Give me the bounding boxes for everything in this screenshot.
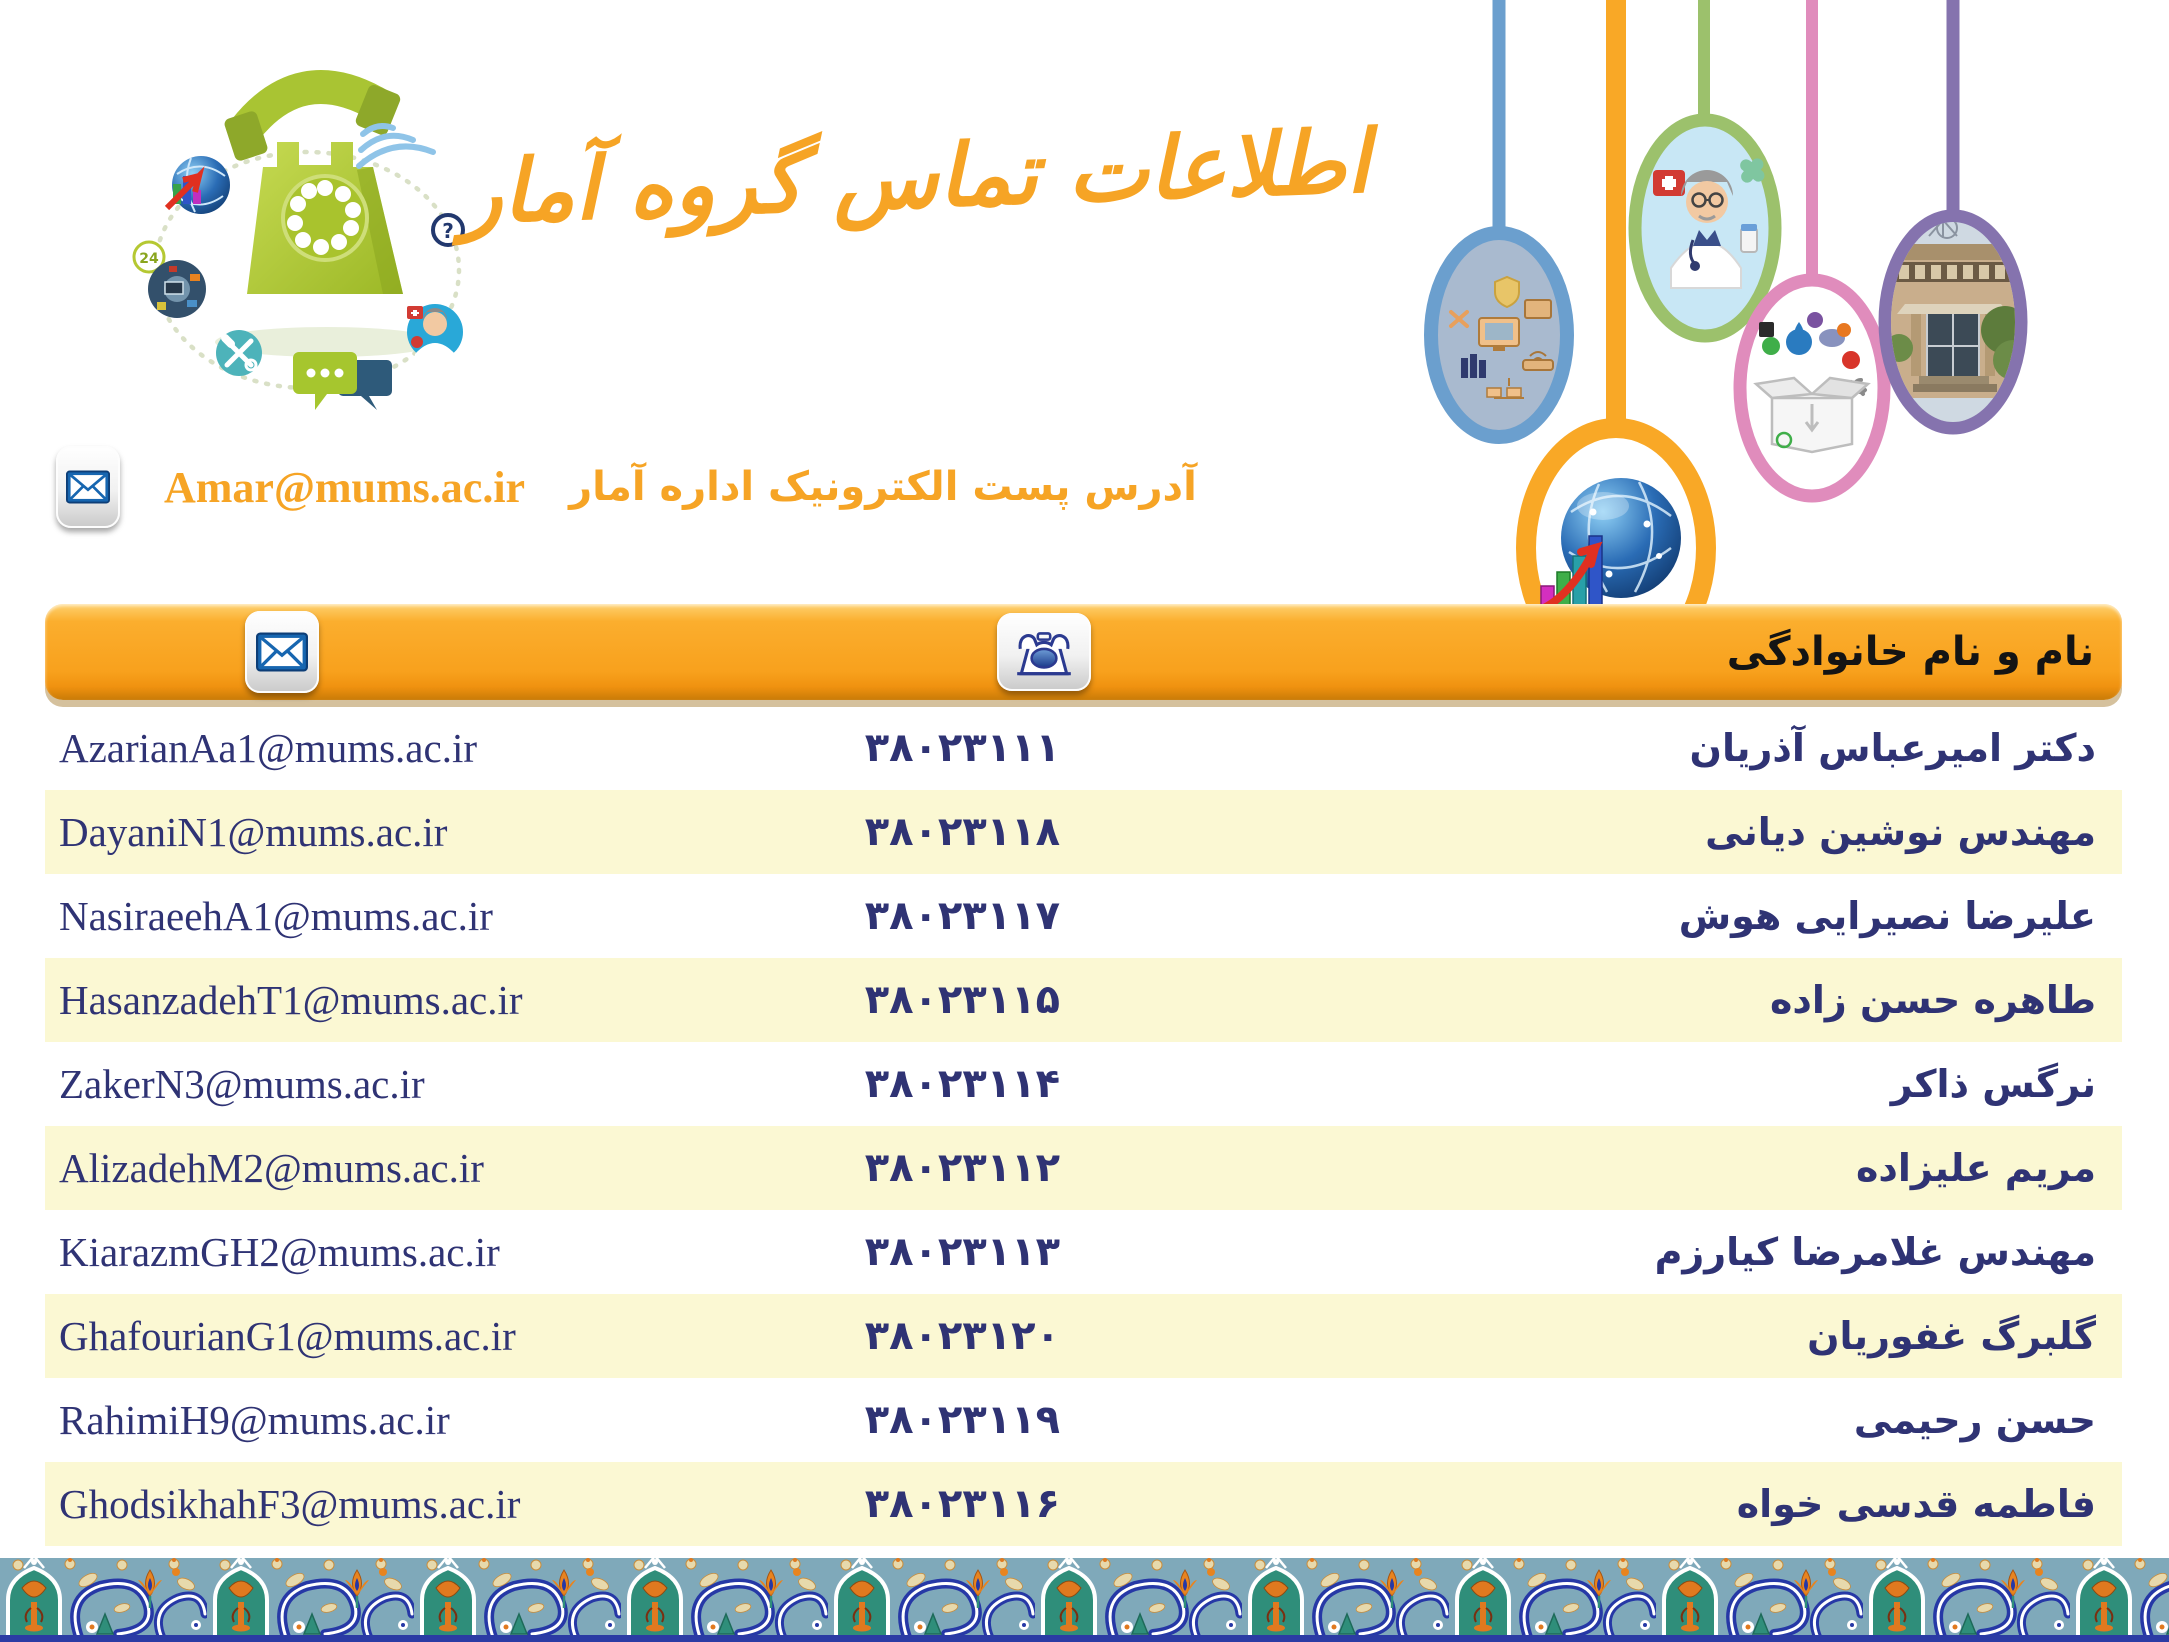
- hanging-ornaments: [1409, 0, 2169, 700]
- envelope-icon: [56, 446, 120, 528]
- svg-text:24: 24: [139, 251, 159, 267]
- statistics-office-email: Amar@mums.ac.ir: [164, 462, 526, 512]
- table-header: [45, 604, 2122, 700]
- email-cell: GhafourianG1@mums.ac.ir: [59, 1313, 516, 1359]
- ornament-building-circle: [1885, 216, 2033, 428]
- name-column-header: نام و نام خانوادگی: [1726, 629, 2094, 675]
- table-body: [45, 706, 2122, 1546]
- phone-cell: ۳۸۰۲۳۱۱۲: [864, 1145, 1060, 1191]
- email-cell: ZakerN3@mums.ac.ir: [59, 1061, 425, 1107]
- ornament-network-circle: [1431, 233, 1567, 437]
- email-line-label: آدرس پست الکترونیک اداره آمار: [569, 464, 1197, 510]
- phone-cell: ۳۸۰۲۳۱۱۱: [864, 725, 1060, 771]
- table-row: [45, 1210, 2122, 1294]
- doctor-avatar-icon: [407, 304, 463, 360]
- email-cell: NasiraeehA1@mums.ac.ir: [59, 893, 493, 939]
- page-title: اطلاعات تماس گروه آمار: [458, 112, 1372, 244]
- envelope-icon: [245, 611, 319, 693]
- table-row: [45, 706, 2122, 790]
- name-cell: نرگس ذاکر: [1890, 1062, 2096, 1106]
- table-row: [45, 874, 2122, 958]
- email-cell: KiarazmGH2@mums.ac.ir: [59, 1229, 500, 1275]
- phone-cell: ۳۸۰۲۳۱۱۶: [864, 1481, 1060, 1527]
- name-cell: مریم علیزاده: [1855, 1146, 2096, 1190]
- name-cell: طاهره حسن زاده: [1769, 978, 2096, 1022]
- svg-text:?: ?: [442, 219, 454, 243]
- name-cell: گلبرگ غفوریان: [1807, 1314, 2096, 1358]
- email-line: [56, 446, 1197, 528]
- phone-cell: ۳۸۰۲۳۱۱۸: [864, 809, 1060, 855]
- question-mark-icon: [433, 215, 463, 245]
- signal-waves-icon: [359, 126, 433, 166]
- phone-cell: ۳۸۰۲۳۱۲۰: [864, 1313, 1060, 1359]
- email-cell: DayaniN1@mums.ac.ir: [59, 809, 448, 855]
- table-row: [45, 1462, 2122, 1546]
- email-cell: RahimiH9@mums.ac.ir: [59, 1397, 450, 1443]
- name-cell: دکتر امیرعباس آذریان: [1689, 726, 2096, 770]
- telephone-icon: [997, 613, 1091, 691]
- handset-icon: [223, 83, 402, 162]
- table-row: [45, 1378, 2122, 1462]
- email-cell: AzarianAa1@mums.ac.ir: [59, 725, 477, 771]
- email-cell: GhodsikhahF3@mums.ac.ir: [59, 1481, 521, 1527]
- name-cell: علیرضا نصیرایی هوش: [1678, 894, 2096, 938]
- table-row: [45, 790, 2122, 874]
- phone-cell: ۳۸۰۲۳۱۱۷: [864, 893, 1060, 939]
- phone-cell: ۳۸۰۲۳۱۱۴: [864, 1061, 1060, 1107]
- table-row: [45, 958, 2122, 1042]
- table-row: [45, 1042, 2122, 1126]
- telephone-body-icon: [247, 142, 403, 294]
- email-cell: HasanzadehT1@mums.ac.ir: [59, 977, 523, 1023]
- name-cell: مهندس نوشین دیانی: [1705, 810, 2096, 854]
- ornament-opensource-circle: [1740, 280, 1884, 496]
- table-row: [45, 1294, 2122, 1378]
- telephone-illustration: [95, 42, 525, 432]
- tile-border-pattern: [0, 1558, 2169, 1642]
- chat-bubbles-icon: [293, 352, 392, 410]
- table-row: [45, 1126, 2122, 1210]
- ornament-doctor-circle: [1635, 120, 1775, 336]
- statistics-globe-icon: [167, 156, 230, 214]
- phone-cell: ۳۸۰۲۳۱۱۵: [864, 977, 1060, 1023]
- name-cell: حسن رحیمی: [1853, 1398, 2096, 1442]
- name-cell: مهندس غلامرضا کیارزم: [1654, 1230, 2096, 1274]
- phone-cell: ۳۸۰۲۳۱۱۹: [864, 1397, 1060, 1443]
- gadget-globe-icon: [148, 260, 206, 318]
- email-cell: AlizadehM2@mums.ac.ir: [59, 1145, 484, 1191]
- phone-cell: ۳۸۰۲۳۱۱۳: [864, 1229, 1060, 1275]
- tools-icon: [216, 330, 262, 376]
- name-cell: فاطمه قدسی خواه: [1736, 1482, 2096, 1526]
